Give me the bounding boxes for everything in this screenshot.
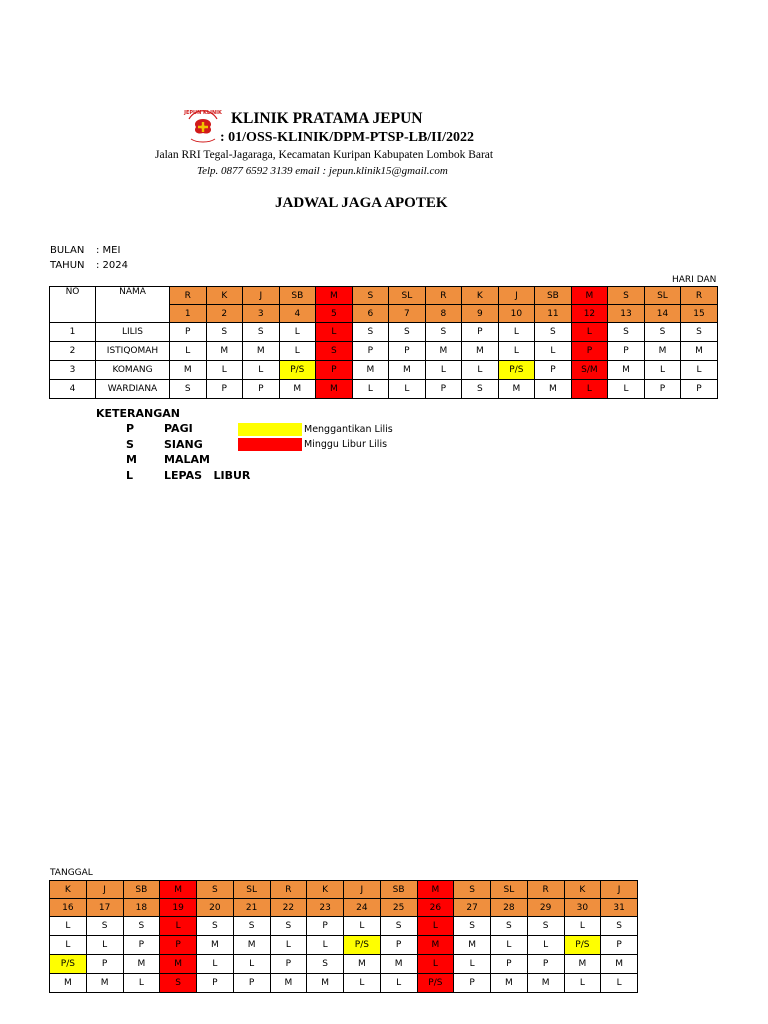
shift-cell: P [389,342,426,361]
day-header: M [571,287,608,305]
shift-cell: P [491,955,528,974]
shift-cell: P [644,380,681,399]
shift-cell: L [571,323,608,342]
row-number: 2 [50,342,96,361]
date-header: 12 [571,305,608,323]
day-header: J [498,287,535,305]
date-header: 28 [491,899,528,917]
legend-title: KETERANGAN [96,407,180,420]
table-row [50,917,638,936]
shift-cell: S [86,917,123,936]
shift-cell: P [425,380,462,399]
shift-cell: L [279,323,316,342]
red-swatch [238,438,302,451]
shift-cell: S [160,974,197,993]
shift-cell: P [233,974,270,993]
shift-cell: P [243,380,280,399]
clinic-logo [183,105,223,147]
shift-cell: P [535,361,572,380]
day-header: SL [491,881,528,899]
shift-cell: L [527,936,564,955]
shift-cell: M [527,974,564,993]
date-header: 4 [279,305,316,323]
shift-cell: M [608,361,645,380]
shift-cell: L [50,917,87,936]
shift-cell: M [417,936,454,955]
shift-cell: L [344,917,381,936]
date-header: 16 [50,899,87,917]
license-number: : 01/OSS-KLINIK/DPM-PTSP-LB/II/2022 [220,130,474,145]
shift-cell: M [601,955,638,974]
legend-label: SIANG [164,437,203,451]
shift-cell: S/M [571,361,608,380]
shift-cell: L [425,361,462,380]
shift-cell: P [380,936,417,955]
shift-cell: P [462,323,499,342]
legend-code: L [126,468,134,482]
day-header: R [270,881,307,899]
date-header: 2 [206,305,243,323]
shift-cell: L [380,974,417,993]
schedule-table-2 [49,880,638,993]
date-header: 24 [344,899,381,917]
date-header: 11 [535,305,572,323]
shift-cell: P/S [344,936,381,955]
shift-cell: P/S [279,361,316,380]
day-header: J [243,287,280,305]
date-header: 15 [681,305,718,323]
shift-cell: S [270,917,307,936]
shift-cell: S [644,323,681,342]
shift-cell: L [86,936,123,955]
tahun-value: : 2024 [96,260,128,271]
day-header: S [197,881,234,899]
shift-cell: M [270,974,307,993]
shift-cell: L [307,936,344,955]
bulan-value: : MEI [96,245,121,256]
shift-cell: L [170,342,207,361]
shift-cell: M [233,936,270,955]
shift-cell: M [564,955,601,974]
shift-cell: L [535,342,572,361]
day-header: S [608,287,645,305]
shift-cell: M [307,974,344,993]
shift-cell: S [243,323,280,342]
clinic-address: Jalan RRI Tegal-Jagaraga, Kecamatan Kuripan Kabupaten Lombok Barat [155,149,494,161]
shift-cell: S [197,917,234,936]
shift-cell: P [197,974,234,993]
day-header: K [206,287,243,305]
shift-cell: P [160,936,197,955]
date-header: 18 [123,899,160,917]
shift-cell: L [160,917,197,936]
shift-cell: S [681,323,718,342]
day-header: K [564,881,601,899]
shift-cell: P [454,974,491,993]
shift-cell: P [571,342,608,361]
shift-cell: L [197,955,234,974]
day-header: SB [279,287,316,305]
shift-cell: M [170,361,207,380]
shift-cell: M [644,342,681,361]
shift-cell: L [681,361,718,380]
staff-name: KOMANG [96,361,170,380]
date-header: 17 [86,899,123,917]
shift-cell: M [389,361,426,380]
shift-cell: M [243,342,280,361]
shift-cell: L [644,361,681,380]
shift-cell: L [344,974,381,993]
day-header: SL [233,881,270,899]
table-row [50,342,718,361]
yellow-swatch [238,423,302,436]
shift-cell: S [608,323,645,342]
day-header: R [527,881,564,899]
day-header: J [86,881,123,899]
shift-cell: S [316,342,353,361]
shift-cell: P [681,380,718,399]
shift-cell: M [160,955,197,974]
legend-label: MALAM [164,453,210,466]
legend-label: PAGI [164,422,193,435]
shift-cell: L [50,936,87,955]
shift-cell: S [233,917,270,936]
day-header: SB [380,881,417,899]
date-header: 25 [380,899,417,917]
date-header: 6 [352,305,389,323]
shift-cell: L [417,917,454,936]
shift-cell: S [380,917,417,936]
date-header: 26 [417,899,454,917]
shift-cell: P/S [50,955,87,974]
shift-cell: L [233,955,270,974]
shift-cell: S [123,917,160,936]
shift-cell: M [380,955,417,974]
day-header: R [170,287,207,305]
shift-cell: L [279,342,316,361]
date-header: 10 [498,305,535,323]
shift-cell: P [170,323,207,342]
shift-cell: L [571,380,608,399]
shift-cell: M [681,342,718,361]
date-header: 23 [307,899,344,917]
shift-cell: L [564,917,601,936]
shift-cell: M [206,342,243,361]
schedule-table-1 [49,286,718,399]
date-header: 9 [462,305,499,323]
day-header: J [601,881,638,899]
shift-cell: S [601,917,638,936]
shift-cell: P [123,936,160,955]
row-number: 3 [50,361,96,380]
header-row-days [50,881,638,899]
shift-cell: M [454,936,491,955]
header-row-dates [50,899,638,917]
day-header: SB [123,881,160,899]
date-header: 21 [233,899,270,917]
date-header: 7 [389,305,426,323]
clinic-contact: Telp. 0877 6592 3139 email : jepun.klinik15@gmail.com [197,165,448,177]
red-swatch-label: Minggu Libur Lilis [304,439,388,450]
shift-cell: S [462,380,499,399]
shift-cell: M [86,974,123,993]
shift-cell: L [417,955,454,974]
table-row [50,936,638,955]
shift-cell: S [389,323,426,342]
shift-cell: L [564,974,601,993]
shift-cell: P/S [564,936,601,955]
table-row [50,380,718,399]
table-row [50,323,718,342]
legend-label: LEPAS LIBUR [164,468,251,482]
date-header: 5 [316,305,353,323]
shift-cell: M [279,380,316,399]
date-header: 14 [644,305,681,323]
tahun-label: TAHUN [50,260,85,271]
shift-cell: M [425,342,462,361]
shift-cell: P/S [417,974,454,993]
bulan-label: BULAN [50,245,85,256]
day-header: K [50,881,87,899]
shift-cell: S [425,323,462,342]
shift-cell: M [491,974,528,993]
row-number: 4 [50,380,96,399]
table-row [50,955,638,974]
date-header: 31 [601,899,638,917]
staff-name: ISTIQOMAH [96,342,170,361]
shift-cell: L [352,380,389,399]
shift-cell: S [527,917,564,936]
day-header: SL [644,287,681,305]
nama-header: NAMA [96,287,170,323]
day-header: S [454,881,491,899]
legend-code: M [126,453,137,466]
shift-cell: L [270,936,307,955]
tanggal-label: TANGGAL [50,868,93,878]
shift-cell: P [601,936,638,955]
shift-cell: P [527,955,564,974]
date-header: 30 [564,899,601,917]
day-header: S [352,287,389,305]
shift-cell: P/S [498,361,535,380]
shift-cell: S [454,917,491,936]
date-header: 3 [243,305,280,323]
shift-cell: L [498,323,535,342]
day-header: K [307,881,344,899]
shift-cell: S [535,323,572,342]
day-header: M [417,881,454,899]
shift-cell: S [307,955,344,974]
table-row [50,361,718,380]
shift-cell: M [50,974,87,993]
shift-cell: L [316,323,353,342]
date-header: 13 [608,305,645,323]
shift-cell: P [86,955,123,974]
legend-code: P [126,422,135,435]
day-header: M [316,287,353,305]
shift-cell: M [316,380,353,399]
day-header: K [462,287,499,305]
day-header: M [160,881,197,899]
shift-cell: M [462,342,499,361]
header-row-days [50,287,718,305]
hari-dan-label: HARI DAN [672,275,717,285]
day-header: SL [389,287,426,305]
shift-cell: M [197,936,234,955]
staff-name: LILIS [96,323,170,342]
shift-cell: L [601,974,638,993]
shift-cell: P [352,342,389,361]
shift-cell: S [170,380,207,399]
yellow-swatch-label: Menggantikan Lilis [304,424,393,435]
shift-cell: L [462,361,499,380]
shift-cell: M [498,380,535,399]
shift-cell: L [491,936,528,955]
shift-cell: L [389,380,426,399]
date-header: 20 [197,899,234,917]
table-row [50,974,638,993]
shift-cell: L [498,342,535,361]
shift-cell: L [243,361,280,380]
shift-cell: L [123,974,160,993]
date-header: 22 [270,899,307,917]
shift-cell: M [123,955,160,974]
day-header: J [344,881,381,899]
document-title: JADWAL JAGA APOTEK [275,195,448,211]
day-header: R [425,287,462,305]
date-header: 8 [425,305,462,323]
shift-cell: P [316,361,353,380]
shift-cell: M [352,361,389,380]
day-header: SB [535,287,572,305]
row-number: 1 [50,323,96,342]
date-header: 29 [527,899,564,917]
legend-code: S [126,437,134,451]
shift-cell: M [344,955,381,974]
date-header: 1 [170,305,207,323]
clinic-name: KLINIK PRATAMA JEPUN [231,110,423,127]
shift-cell: L [206,361,243,380]
day-header: R [681,287,718,305]
shift-cell: L [608,380,645,399]
shift-cell: P [307,917,344,936]
shift-cell: P [270,955,307,974]
staff-name: WARDIANA [96,380,170,399]
no-header: NO [50,287,96,323]
shift-cell: S [206,323,243,342]
date-header: 19 [160,899,197,917]
shift-cell: L [454,955,491,974]
shift-cell: P [608,342,645,361]
date-header: 27 [454,899,491,917]
shift-cell: P [206,380,243,399]
shift-cell: S [352,323,389,342]
shift-cell: S [491,917,528,936]
logo-text: JEPUN KLINIK [184,110,222,116]
shift-cell: M [535,380,572,399]
